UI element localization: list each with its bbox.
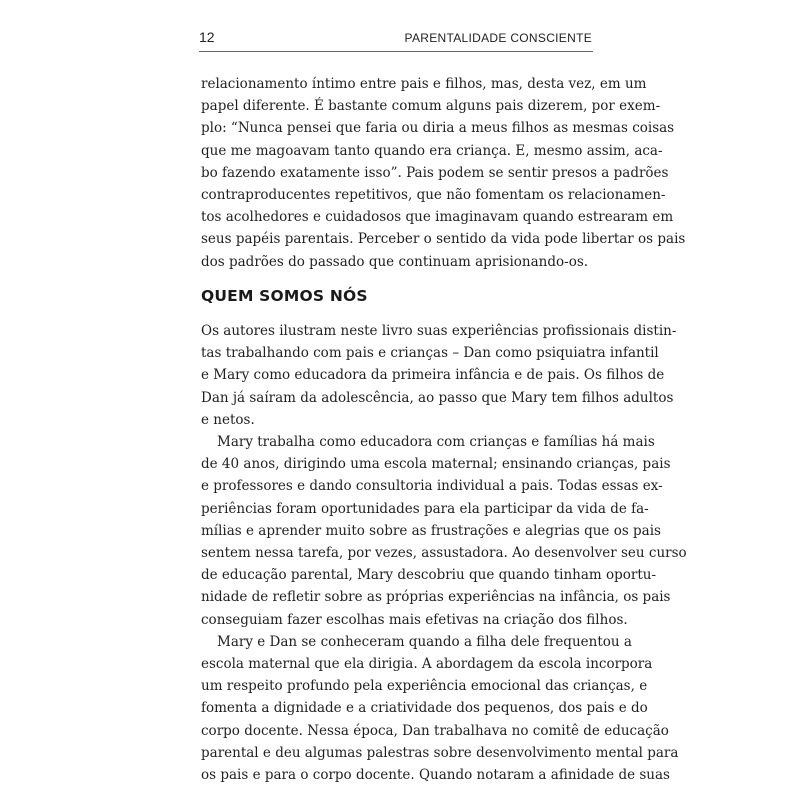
text-line: os pais e para o corpo docente. Quando notaram a afinidade de suas xyxy=(201,767,670,784)
text-line: e netos. xyxy=(201,411,255,428)
text-line: contraproducentes repetitivos, que não fomentam os relacionamen- xyxy=(201,187,666,204)
text-line: nidade de refletir sobre as próprias experiências na infância, os pais xyxy=(201,589,671,606)
text-line: Os autores ilustram neste livro suas experiências profissionais distin- xyxy=(201,323,677,339)
text-line: papel diferente. É bastante comum alguns pais dizerem, por exem- xyxy=(201,98,661,115)
text-line: Mary e Dan se conheceram quando a filha dele frequentou a xyxy=(217,633,632,650)
text-line: corpo docente. Nessa época, Dan trabalhava no comitê de educação xyxy=(201,722,669,739)
text-line: bo fazendo exatamente isso”. Pais podem se sentir presos a padrões xyxy=(201,164,669,181)
text-line: tas trabalhando com pais e crianças – Dan como psiquiatra infantil xyxy=(201,345,659,362)
text-line: parental e deu algumas palestras sobre desenvolvimento mental para xyxy=(201,744,679,761)
section-body xyxy=(201,320,687,786)
text-line: tos acolhedores e cuidadosos que imaginavam quando estrearam em xyxy=(201,209,674,226)
running-title: PARENTALIDADE CONSCIENTE xyxy=(404,31,592,45)
paragraph-intro-continuation xyxy=(201,73,686,273)
text-line: e Mary como educadora da primeira infância e de pais. Os filhos de xyxy=(201,367,665,384)
text-line: dos padrões do passado que continuam aprisionando-os. xyxy=(201,253,589,270)
section-heading: QUEM SOMOS NÓS xyxy=(201,287,368,305)
text-line: Dan já saíram da adolescência, ao passo que Mary tem filhos adultos xyxy=(201,389,674,406)
text-line: que me magoavam tanto quando era criança. E, mesmo assim, aca- xyxy=(201,142,663,159)
text-line: conseguiam fazer escolhas mais efetivas na criação dos filhos. xyxy=(201,611,628,628)
page-number: 12 xyxy=(199,29,215,45)
text-line: fomenta a dignidade e a criatividade dos pequenos, dos pais e do xyxy=(201,700,648,717)
text-line: sentem nessa tarefa, por vezes, assustadora. Ao desenvolver seu curso xyxy=(201,545,687,562)
text-line: de 40 anos, dirigindo uma escola maternal; ensinando crianças, pais xyxy=(201,456,671,473)
header-rule xyxy=(199,51,593,52)
text-line: mílias e aprender muito sobre as frustrações e alegrias que os pais xyxy=(201,522,661,539)
text-line: um respeito profundo pela experiência emocional das crianças, e xyxy=(201,678,648,695)
text-line: escola maternal que ela dirigia. A abordagem da escola incorpora xyxy=(201,656,653,673)
text-line: plo: “Nunca pensei que faria ou diria a meus filhos as mesmas coisas xyxy=(201,120,675,137)
text-line: periências foram oportunidades para ela participar da vida de fa- xyxy=(201,500,649,517)
text-line: e professores e dando consultoria individual a pais. Todas essas ex- xyxy=(201,478,663,495)
page-header xyxy=(199,29,592,45)
text-line: relacionamento íntimo entre pais e filhos, mas, desta vez, em um xyxy=(201,76,647,92)
text-line: Mary trabalha como educadora com crianças e famílias há mais xyxy=(217,434,655,451)
text-line: de educação parental, Mary descobriu que quando tinham oportu- xyxy=(201,567,657,584)
text-line: seus papéis parentais. Perceber o sentido da vida pode libertar os pais xyxy=(201,231,686,248)
